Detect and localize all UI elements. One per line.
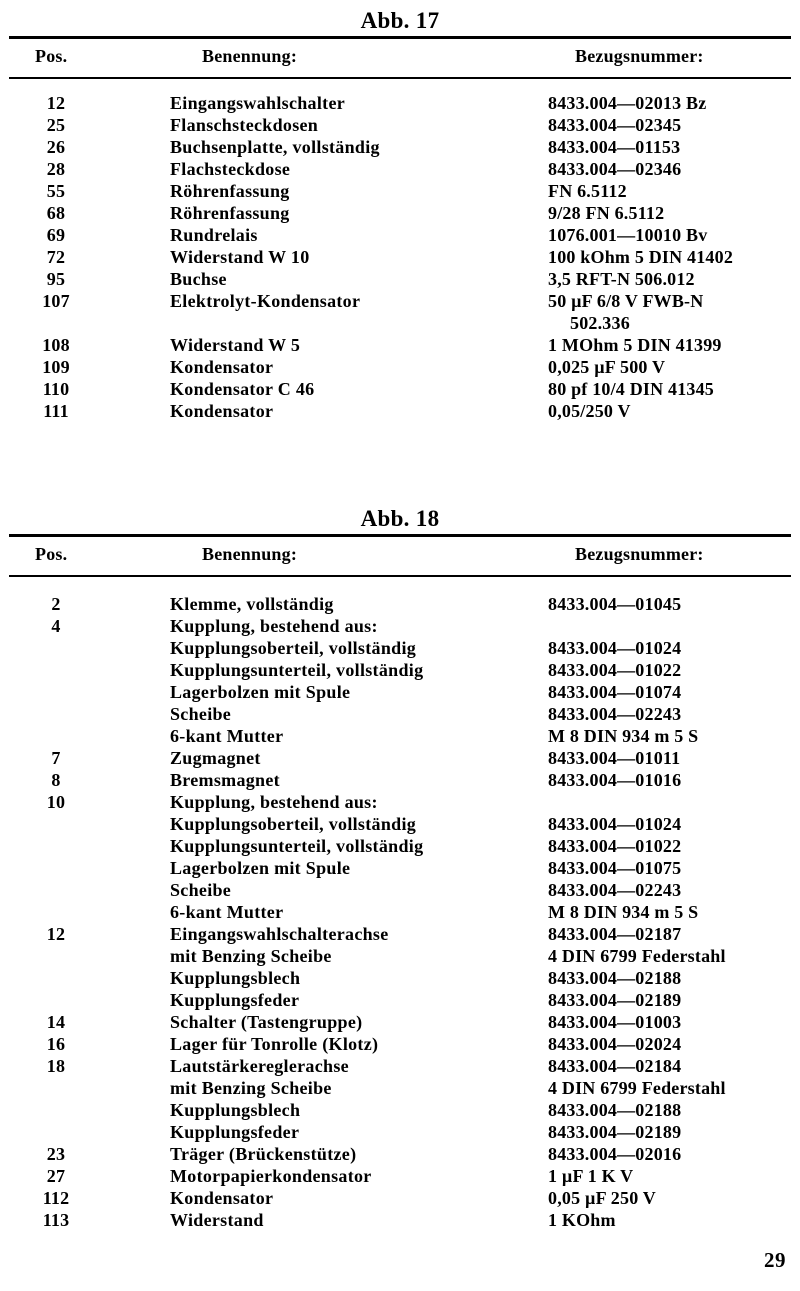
table-row xyxy=(0,1143,800,1165)
cell-pos: 26 xyxy=(46,137,66,157)
cell-pos: 28 xyxy=(46,159,66,179)
table-row xyxy=(0,378,800,400)
cell-pos: 108 xyxy=(42,335,70,355)
table-row xyxy=(0,1077,800,1099)
table-row xyxy=(0,202,800,224)
table-row xyxy=(0,835,800,857)
cell-name: Buchse xyxy=(170,269,227,289)
cell-name: Klemme, vollständig xyxy=(170,594,334,614)
cell-reference-number: 8433.004—02016 xyxy=(548,1144,682,1164)
cell-pos: 18 xyxy=(46,1056,66,1076)
figure-17-title: Abb. 17 xyxy=(360,8,440,33)
cell-name: Eingangswahlschalterachse xyxy=(170,924,389,944)
cell-reference-number: 0,05 µF 250 V xyxy=(548,1188,656,1208)
table-row xyxy=(0,290,800,312)
cell-reference-number: 100 kOhm 5 DIN 41402 xyxy=(548,247,734,267)
cell-pos: 16 xyxy=(46,1034,66,1054)
cell-name: Rundrelais xyxy=(170,225,258,245)
cell-reference-number: M 8 DIN 934 m 5 S xyxy=(548,902,699,922)
figure-18-parts-table xyxy=(0,498,800,1231)
cell-name: Träger (Brückenstütze) xyxy=(170,1144,357,1164)
cell-reference-number: 8433.004—02189 xyxy=(548,990,682,1010)
table-row xyxy=(0,879,800,901)
cell-name: Kupplungsfeder xyxy=(170,990,300,1010)
cell-name: Kupplungsoberteil, vollständig xyxy=(170,814,417,834)
column-header-name: Benennung: xyxy=(202,544,298,564)
table-row xyxy=(0,901,800,923)
table-row xyxy=(0,615,800,637)
cell-name: Kondensator xyxy=(170,401,274,421)
table-row xyxy=(0,312,800,334)
cell-reference-number: 8433.004—01022 xyxy=(548,660,682,680)
cell-reference-number: 9/28 FN 6.5112 xyxy=(548,203,665,223)
cell-name: Kupplung, bestehend aus: xyxy=(170,616,378,636)
cell-name: Widerstand W 10 xyxy=(170,247,310,267)
cell-pos: 7 xyxy=(51,748,61,768)
cell-reference-number: 8433.004—01011 xyxy=(548,748,681,768)
table-row xyxy=(0,1209,800,1231)
cell-name: Motorpapierkondensator xyxy=(170,1166,372,1186)
cell-reference-number: 8433.004—02188 xyxy=(548,1100,682,1120)
cell-pos: 23 xyxy=(46,1144,66,1164)
cell-name: Kupplungsunterteil, vollständig xyxy=(170,836,424,856)
cell-pos: 4 xyxy=(51,616,61,636)
cell-reference-number: 8433.004—01024 xyxy=(548,814,682,834)
figure-17-parts-table xyxy=(0,0,800,422)
cell-name: Elektrolyt-Kondensator xyxy=(170,291,361,311)
table-row xyxy=(0,400,800,422)
cell-name: 6-kant Mutter xyxy=(170,902,284,922)
cell-pos: 110 xyxy=(42,379,70,399)
cell-reference-number: 0,05/250 V xyxy=(548,401,631,421)
cell-reference-number: 1 µF 1 K V xyxy=(548,1166,634,1186)
table-row xyxy=(0,769,800,791)
table-row xyxy=(0,1055,800,1077)
cell-reference-number: FN 6.5112 xyxy=(548,181,627,201)
cell-reference-number: 8433.004—02184 xyxy=(548,1056,682,1076)
table-row xyxy=(0,268,800,290)
cell-name: Röhrenfassung xyxy=(170,181,290,201)
column-header-name: Benennung: xyxy=(202,46,298,66)
table-row xyxy=(0,813,800,835)
table-row xyxy=(0,158,800,180)
cell-name: Kondensator C 46 xyxy=(170,379,315,399)
table-row xyxy=(0,593,800,615)
cell-reference-number: 4 DIN 6799 Federstahl xyxy=(548,946,726,966)
cell-pos: 12 xyxy=(46,93,66,113)
cell-reference-number: 8433.004—01003 xyxy=(548,1012,682,1032)
column-header-pos: Pos. xyxy=(35,544,68,564)
cell-name: Kupplung, bestehend aus: xyxy=(170,792,378,812)
table-row xyxy=(0,1099,800,1121)
cell-name: Scheibe xyxy=(170,880,232,900)
table-row xyxy=(0,967,800,989)
cell-pos: 95 xyxy=(46,269,66,289)
cell-pos: 107 xyxy=(42,291,70,311)
table-row xyxy=(0,923,800,945)
table-row xyxy=(0,659,800,681)
cell-name: Lagerbolzen mit Spule xyxy=(170,858,351,878)
column-header-ref: Bezugsnummer: xyxy=(575,544,704,564)
table-header-row xyxy=(9,537,791,575)
table-row xyxy=(0,1187,800,1209)
cell-pos: 69 xyxy=(46,225,66,245)
cell-name: mit Benzing Scheibe xyxy=(170,1078,332,1098)
cell-pos: 10 xyxy=(46,792,66,812)
table-header-row xyxy=(9,39,791,77)
table-row xyxy=(0,224,800,246)
cell-reference-number: 8433.004—01016 xyxy=(548,770,682,790)
cell-reference-number: 1 MOhm 5 DIN 41399 xyxy=(548,335,722,355)
cell-pos: 113 xyxy=(42,1210,70,1230)
cell-name: Schalter (Tastengruppe) xyxy=(170,1012,363,1032)
cell-pos: 109 xyxy=(42,357,70,377)
cell-name: Zugmagnet xyxy=(170,748,261,768)
cell-pos: 27 xyxy=(46,1166,66,1186)
cell-name: Kupplungsblech xyxy=(170,968,301,988)
table-row xyxy=(0,945,800,967)
table-row xyxy=(0,747,800,769)
cell-reference-number: 8433.004—01024 xyxy=(548,638,682,658)
cell-pos: 14 xyxy=(46,1012,66,1032)
figure-18-title: Abb. 18 xyxy=(360,506,440,531)
cell-reference-number: 8433.004—02346 xyxy=(548,159,682,179)
cell-reference-number: 8433.004—02024 xyxy=(548,1034,682,1054)
cell-name: mit Benzing Scheibe xyxy=(170,946,332,966)
cell-reference-number: 502.336 xyxy=(570,313,630,333)
cell-name: Kupplungsunterteil, vollständig xyxy=(170,660,424,680)
cell-pos: 112 xyxy=(42,1188,70,1208)
cell-reference-number: 50 µF 6/8 V FWB-N xyxy=(548,291,704,311)
cell-name: Lautstärkereglerachse xyxy=(170,1056,349,1076)
table-row xyxy=(0,1011,800,1033)
table-row xyxy=(0,1165,800,1187)
cell-name: Widerstand xyxy=(170,1210,264,1230)
column-header-ref: Bezugsnummer: xyxy=(575,46,704,66)
cell-name: Kondensator xyxy=(170,357,274,377)
page-number: 29 xyxy=(764,1248,786,1272)
cell-reference-number: 8433.004—02345 xyxy=(548,115,682,135)
cell-reference-number: 4 DIN 6799 Federstahl xyxy=(548,1078,726,1098)
table-row xyxy=(0,246,800,268)
table-row xyxy=(0,356,800,378)
table-row xyxy=(0,791,800,813)
table-row xyxy=(0,92,800,114)
cell-reference-number: 8433.004—02243 xyxy=(548,880,682,900)
cell-name: Flanschsteckdosen xyxy=(170,115,319,135)
figure-17-rows xyxy=(0,79,800,422)
table-row xyxy=(0,681,800,703)
table-row xyxy=(0,334,800,356)
cell-reference-number: 1 KOhm xyxy=(548,1210,616,1230)
table-row xyxy=(0,637,800,659)
cell-name: Röhrenfassung xyxy=(170,203,290,223)
cell-pos: 2 xyxy=(51,594,61,614)
cell-name: Widerstand W 5 xyxy=(170,335,301,355)
cell-reference-number: 8433.004—02187 xyxy=(548,924,682,944)
cell-reference-number: 8433.004—01045 xyxy=(548,594,682,614)
cell-reference-number: 80 pf 10/4 DIN 41345 xyxy=(548,379,715,399)
cell-name: Kupplungsblech xyxy=(170,1100,301,1120)
cell-name: Flachsteckdose xyxy=(170,159,291,179)
figure-18-rows xyxy=(0,577,800,1231)
cell-name: Kondensator xyxy=(170,1188,274,1208)
cell-reference-number: 0,025 µF 500 V xyxy=(548,357,666,377)
cell-pos: 68 xyxy=(46,203,66,223)
cell-pos: 12 xyxy=(46,924,66,944)
cell-name: Kupplungsfeder xyxy=(170,1122,300,1142)
column-header-pos: Pos. xyxy=(35,46,68,66)
cell-reference-number: 8433.004—02189 xyxy=(548,1122,682,1142)
cell-name: 6-kant Mutter xyxy=(170,726,284,746)
table-row xyxy=(0,114,800,136)
cell-reference-number: 8433.004—01074 xyxy=(548,682,682,702)
cell-name: Scheibe xyxy=(170,704,232,724)
cell-reference-number: 8433.004—02013 Bz xyxy=(548,93,707,113)
cell-reference-number: 8433.004—02188 xyxy=(548,968,682,988)
cell-reference-number: 8433.004—01075 xyxy=(548,858,682,878)
cell-name: Lager für Tonrolle (Klotz) xyxy=(170,1034,379,1054)
table-row xyxy=(0,1033,800,1055)
cell-pos: 111 xyxy=(43,401,69,421)
table-row xyxy=(0,136,800,158)
cell-pos: 72 xyxy=(46,247,66,267)
table-row xyxy=(0,857,800,879)
cell-name: Kupplungsoberteil, vollständig xyxy=(170,638,417,658)
cell-name: Buchsenplatte, vollständig xyxy=(170,137,380,157)
table-row xyxy=(0,989,800,1011)
cell-name: Eingangswahlschalter xyxy=(170,93,346,113)
cell-name: Bremsmagnet xyxy=(170,770,280,790)
cell-reference-number: 8433.004—02243 xyxy=(548,704,682,724)
table-row xyxy=(0,180,800,202)
cell-reference-number: 8433.004—01022 xyxy=(548,836,682,856)
cell-pos: 25 xyxy=(46,115,66,135)
table-row xyxy=(0,1121,800,1143)
cell-name: Lagerbolzen mit Spule xyxy=(170,682,351,702)
cell-reference-number: 8433.004—01153 xyxy=(548,137,681,157)
cell-reference-number: M 8 DIN 934 m 5 S xyxy=(548,726,699,746)
cell-pos: 8 xyxy=(51,770,61,790)
cell-reference-number: 1076.001—10010 Bv xyxy=(548,225,708,245)
table-row xyxy=(0,703,800,725)
table-row xyxy=(0,725,800,747)
cell-pos: 55 xyxy=(46,181,66,201)
cell-reference-number: 3,5 RFT-N 506.012 xyxy=(548,269,695,289)
